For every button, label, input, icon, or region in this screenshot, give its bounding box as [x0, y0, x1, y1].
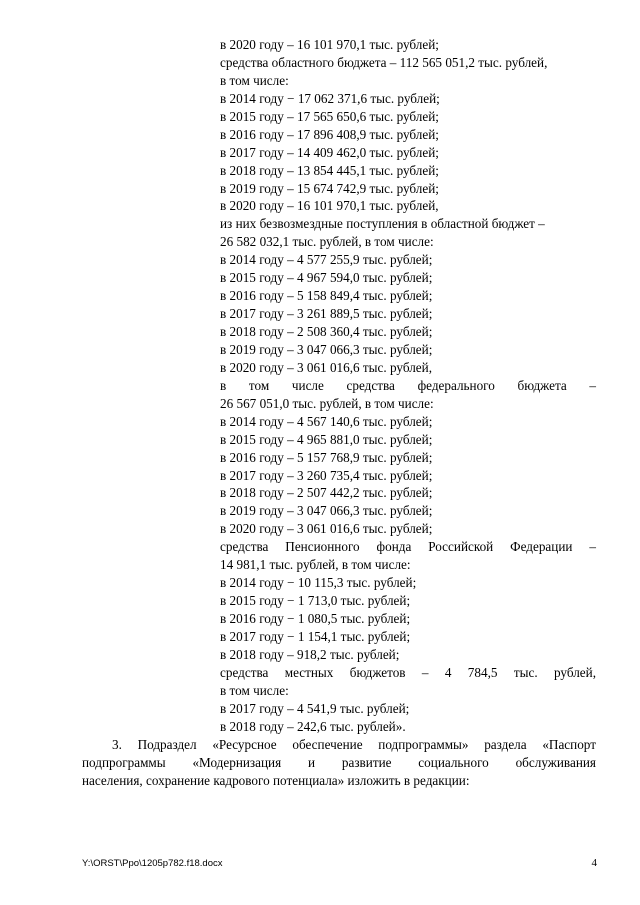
funding-line: в 2015 году − 1 713,0 тыс. рублей;: [220, 593, 411, 609]
funding-line: в 2017 году – 3 260 735,4 тыс. рублей;: [220, 467, 433, 483]
funding-line: в 2017 году – 3 261 889,5 тыс. рублей;: [220, 306, 433, 322]
funding-line: в 2020 году – 16 101 970,1 тыс. рублей,: [220, 198, 439, 214]
funding-line: в 2015 году – 4 967 594,0 тыс. рублей;: [220, 270, 433, 286]
funding-line: в 2015 году – 4 965 881,0 тыс. рублей;: [220, 431, 433, 447]
page-number: 4: [591, 857, 597, 869]
funding-line: в 2019 году – 3 047 066,3 тыс. рублей;: [220, 341, 433, 357]
funding-line: в 2019 году – 15 674 742,9 тыс. рублей;: [220, 180, 439, 196]
paragraph-line: подпрограммы «Модернизация и развитие социального обслуживания: [82, 754, 596, 770]
funding-line: средства местных бюджетов – 4 784,5 тыс. рублей,: [220, 664, 596, 680]
funding-line: в 2018 году – 918,2 тыс. рублей;: [220, 646, 400, 662]
paragraph-line: 3. Подраздел «Ресурсное обеспечение подпрограммы» раздела «Паспорт: [112, 737, 596, 752]
funding-line: в 2014 году − 10 115,3 тыс. рублей;: [220, 575, 417, 591]
funding-line: 14 981,1 тыс. рублей, в том числе:: [220, 557, 411, 573]
funding-line: в 2014 году − 17 062 371,6 тыс. рублей;: [220, 90, 440, 106]
funding-line: в 2014 году – 4 577 255,9 тыс. рублей;: [220, 252, 433, 268]
funding-line: в 2016 году – 5 158 849,4 тыс. рублей;: [220, 288, 433, 304]
funding-line: в 2018 году – 242,6 тыс. рублей».: [220, 718, 406, 734]
section-paragraph: [82, 736, 596, 790]
funding-column: [220, 36, 596, 736]
paragraph-line: населения, сохранение кадрового потенциала» изложить в редакции:: [82, 772, 470, 788]
funding-line: средства Пенсионного фонда Российской Федерации –: [220, 539, 596, 555]
funding-line: в 2017 году – 14 409 462,0 тыс. рублей;: [220, 144, 439, 160]
funding-line: в 2020 году – 3 061 016,6 тыс. рублей;: [220, 521, 433, 537]
funding-line: в 2017 году − 1 154,1 тыс. рублей;: [220, 628, 411, 644]
funding-line: из них безвозмездные поступления в областной бюджет –: [220, 216, 545, 232]
funding-line: в 2016 году − 1 080,5 тыс. рублей;: [220, 611, 411, 626]
funding-line: в том числе средства федерального бюджета –: [220, 377, 596, 393]
funding-line: в 2019 году – 3 047 066,3 тыс. рублей;: [220, 503, 433, 519]
funding-line: в 2018 году – 13 854 445,1 тыс. рублей;: [220, 162, 439, 178]
funding-line: в том числе:: [220, 72, 289, 88]
funding-line: в 2017 году – 4 541,9 тыс. рублей;: [220, 700, 410, 716]
funding-line: средства областного бюджета – 112 565 051,2 тыс. рублей,: [220, 54, 548, 70]
funding-line: в 2016 году – 5 157 768,9 тыс. рублей;: [220, 449, 433, 465]
funding-line: в 2015 году – 17 565 650,6 тыс. рублей;: [220, 108, 439, 124]
funding-line: в 2018 году – 2 508 360,4 тыс. рублей;: [220, 324, 433, 339]
footer-file-path: Y:\ORST\Ppo\1205p782.f18.docx: [82, 858, 223, 869]
funding-line: в 2014 году – 4 567 140,6 тыс. рублей;: [220, 413, 433, 429]
funding-line: 26 582 032,1 тыс. рублей, в том числе:: [220, 234, 434, 250]
funding-line: в 2020 году – 16 101 970,1 тыс. рублей;: [220, 37, 439, 52]
funding-line: в 2018 году – 2 507 442,2 тыс. рублей;: [220, 485, 433, 501]
funding-line: в том числе:: [220, 682, 289, 698]
funding-line: в 2016 году – 17 896 408,9 тыс. рублей;: [220, 126, 439, 142]
funding-line: в 2020 году – 3 061 016,6 тыс. рублей,: [220, 359, 432, 375]
funding-line: 26 567 051,0 тыс. рублей, в том числе:: [220, 395, 434, 411]
